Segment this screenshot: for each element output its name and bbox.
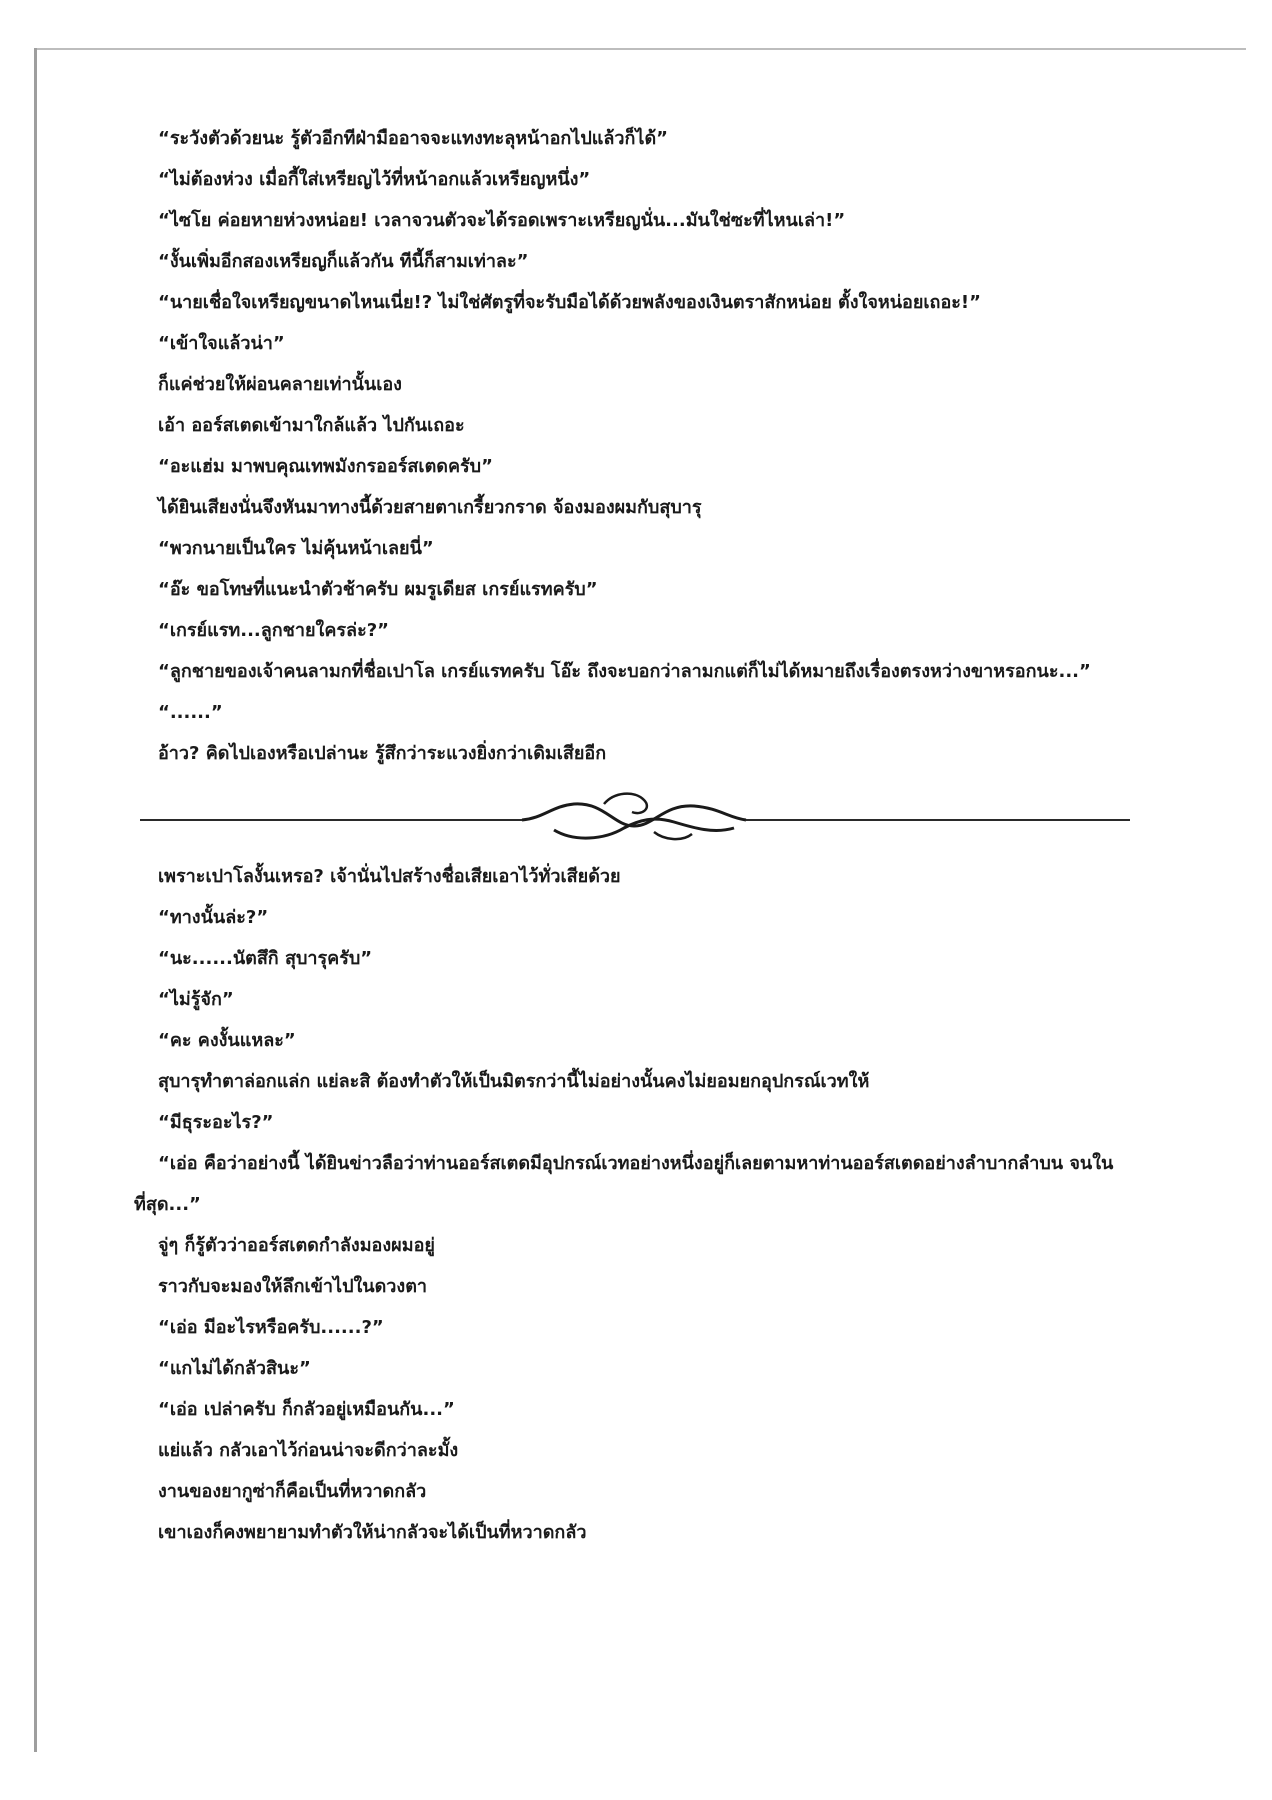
paragraph: ราวกับจะมองให้ลึกเข้าไปในดวงตา <box>158 1276 427 1297</box>
text-section-2 <box>134 856 1134 1553</box>
document-body <box>134 118 1134 1553</box>
paragraph: “นายเชื่อใจเหรียญขนาดไหนเนี่ย!? ไม่ใช่ศัตรูที่จะรับมือได้ด้วยพลังของเงินตราสักหน่อย ตั้งใจหน่อยเถอะ!” <box>158 292 981 313</box>
paragraph: “......” <box>158 702 223 723</box>
paragraph: “เอ่อ คือว่าอย่างนี้ ได้ยินข่าวลือว่าท่านออร์สเตดมีอุปกรณ์เวทอย่างหนึ่งอยู่ก็เลยตามหาท่านออร์สเตดอย่างลำบากลำบน จนในที่สุด...” <box>134 1153 1114 1215</box>
paragraph: จู่ๆ ก็รู้ตัวว่าออร์สเตดกำลังมองผมอยู่ <box>158 1235 435 1256</box>
paragraph: เขาเองก็คงพยายามทำตัวให้น่ากลัวจะได้เป็นที่หวาดกลัว <box>158 1522 587 1543</box>
flourish-ornament-icon <box>134 782 1134 852</box>
paragraph: “งั้นเพิ่มอีกสองเหรียญก็แล้วกัน ทีนี้ก็สามเท่าละ” <box>158 251 529 272</box>
page-border-top <box>34 48 1246 50</box>
paragraph: “แกไม่ได้กลัวสินะ” <box>158 1358 311 1379</box>
paragraph: “เอ่อ เปล่าครับ ก็กลัวอยู่เหมือนกัน...” <box>158 1399 455 1420</box>
paragraph: “นะ......นัตสึกิ สุบารุครับ” <box>158 948 373 969</box>
page-border-left <box>34 48 37 1752</box>
paragraph: ก็แค่ช่วยให้ผ่อนคลายเท่านั้นเอง <box>158 374 402 395</box>
paragraph: ได้ยินเสียงนั่นจึงหันมาทางนี้ด้วยสายตาเกรี้ยวกราด จ้องมองผมกับสุบารุ <box>158 497 702 518</box>
paragraph: “เอ่อ มีอะไรหรือครับ......?” <box>158 1317 384 1338</box>
paragraph: “ไซโย ค่อยหายห่วงหน่อย! เวลาจวนตัวจะได้รอดเพราะเหรียญนั่น...มันใช่ซะที่ไหนเล่า!” <box>158 210 846 231</box>
paragraph: เพราะเปาโลงั้นเหรอ? เจ้านั่นไปสร้างชื่อเสียเอาไว้ทั่วเสียด้วย <box>158 866 621 887</box>
paragraph: “ไม่รู้จัก” <box>158 989 234 1010</box>
paragraph: “คะ คงงั้นแหละ” <box>158 1030 296 1051</box>
paragraph: “ลูกชายของเจ้าคนลามกที่ชื่อเปาโล เกรย์แรทครับ โอ๊ะ ถึงจะบอกว่าลามกแต่ก็ไม่ได้หมายถึงเรื่องตรงหว่างขาหรอกนะ...” <box>158 661 1091 682</box>
paragraph: เอ้า ออร์สเตดเข้ามาใกล้แล้ว ไปกันเถอะ <box>158 415 465 436</box>
paragraph: งานของยากูซ่าก็คือเป็นที่หวาดกลัว <box>158 1481 427 1502</box>
paragraph: “เกรย์แรท...ลูกชายใครล่ะ?” <box>158 620 390 641</box>
paragraph: “อะแฮ่ม มาพบคุณเทพมังกรออร์สเตดครับ” <box>158 456 493 477</box>
paragraph: “ไม่ต้องห่วง เมื่อกี้ใส่เหรียญไว้ที่หน้าอกแล้วเหรียญหนึ่ง” <box>158 169 591 190</box>
paragraph: อ้าว? คิดไปเองหรือเปล่านะ รู้สึกว่าระแวงยิ่งกว่าเดิมเสียอีก <box>158 743 607 764</box>
paragraph: “ทางนั้นล่ะ?” <box>158 907 269 928</box>
text-section-1 <box>134 118 1134 774</box>
ornamental-divider <box>134 782 1134 852</box>
paragraph: แย่แล้ว กลัวเอาไว้ก่อนน่าจะดีกว่าละมั้ง <box>158 1440 459 1461</box>
paragraph: สุบารุทำตาล่อกแล่ก แย่ละสิ ต้องทำตัวให้เป็นมิตรกว่านี้ไม่อย่างนั้นคงไม่ยอมยกอุปกรณ์เวทให้ <box>158 1071 870 1092</box>
paragraph: “อ๊ะ ขอโทษที่แนะนำตัวช้าครับ ผมรูเดียส เกรย์แรทครับ” <box>158 579 598 600</box>
paragraph: “เข้าใจแล้วน่า” <box>158 333 285 354</box>
paragraph: “พวกนายเป็นใคร ไม่คุ้นหน้าเลยนี่” <box>158 538 434 559</box>
paragraph: “ระวังตัวด้วยนะ รู้ตัวอีกทีฝ่ามืออาจจะแทงทะลุหน้าอกไปแล้วก็ได้” <box>158 128 668 149</box>
paragraph: “มีธุระอะไร?” <box>158 1112 274 1133</box>
